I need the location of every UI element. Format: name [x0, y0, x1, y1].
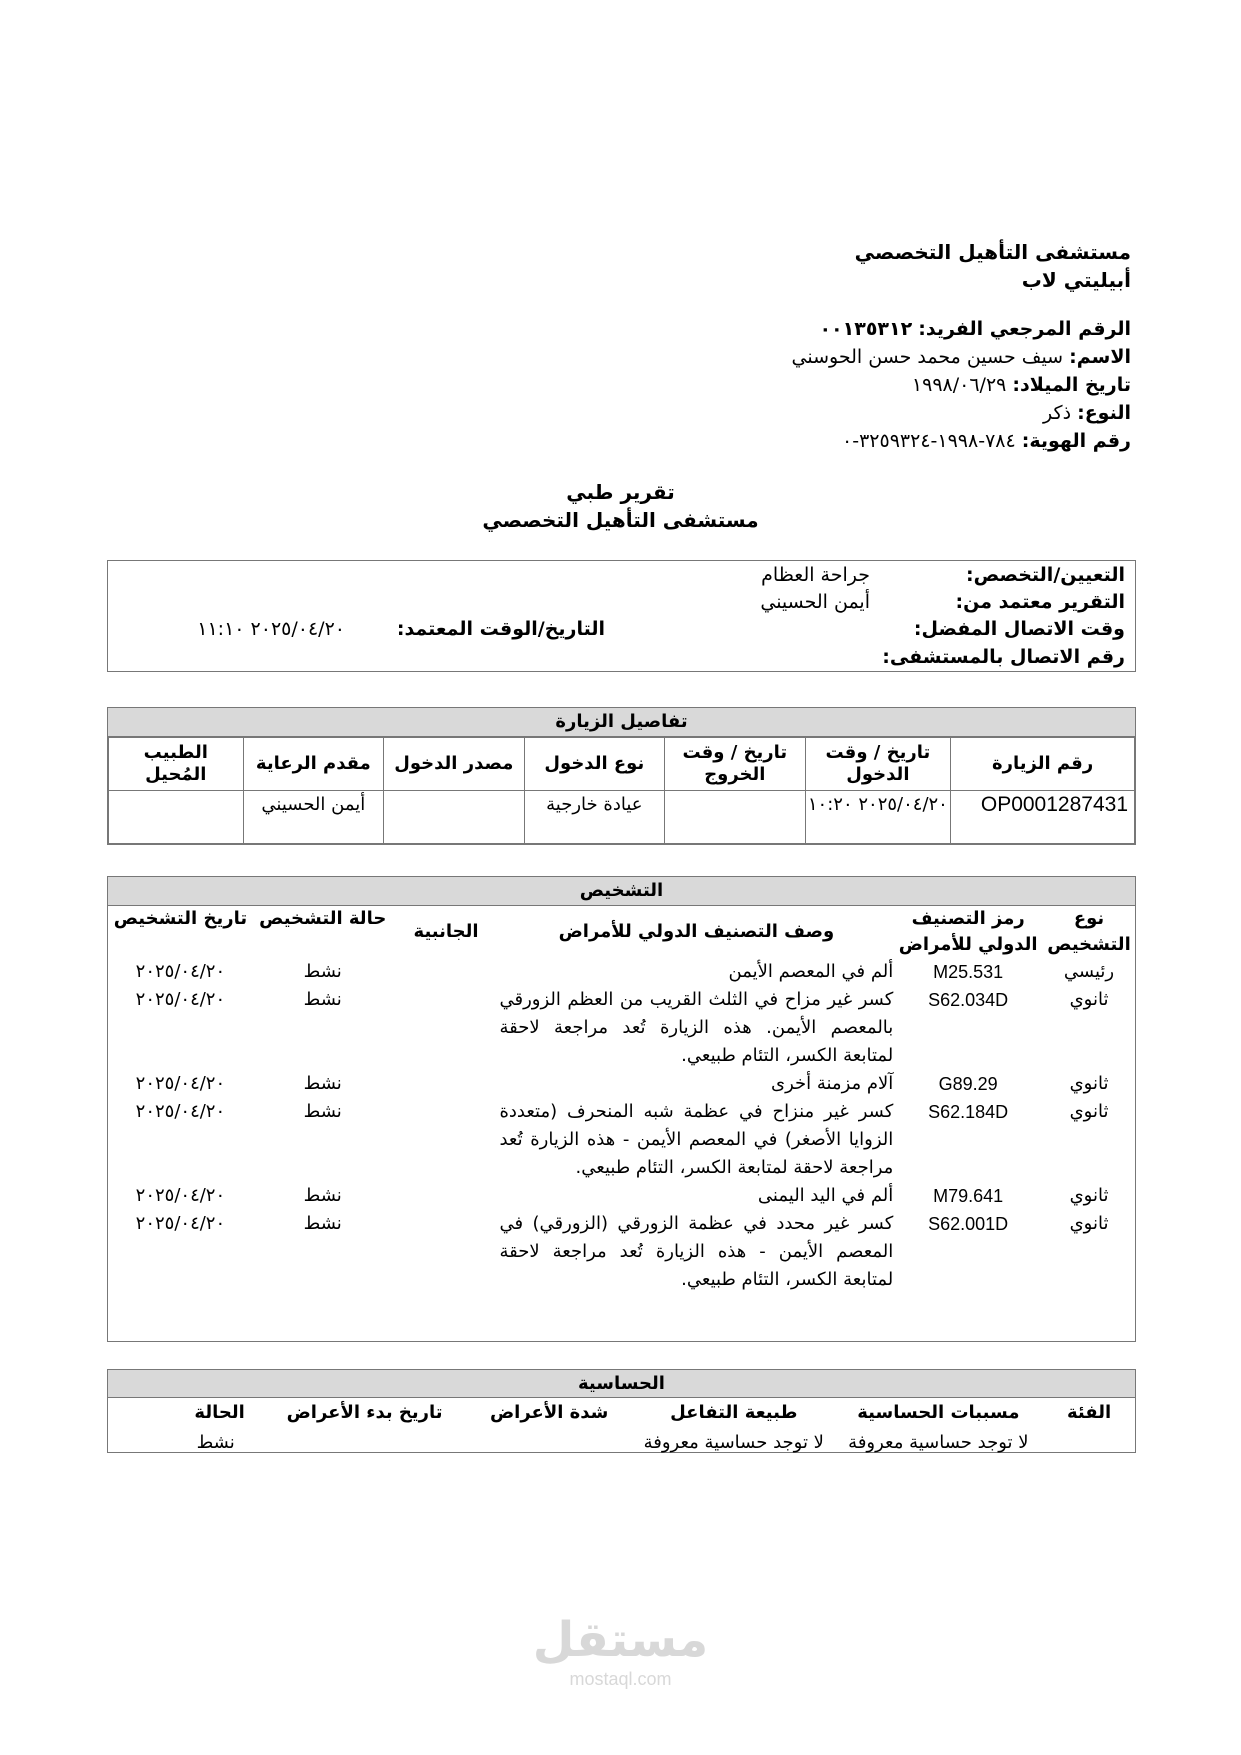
contact-time-row	[120, 615, 1125, 643]
diagnosis-status: نشط	[303, 1185, 342, 1206]
approved-datetime-value: ٢٠٢٥/٠٤/٢٠ ١١:١٠	[197, 618, 345, 640]
gender-value: ذكر	[1043, 402, 1072, 424]
diagnosis-date: ٢٠٢٥/٠٤/٢٠	[135, 1101, 226, 1122]
diagnosis-status: نشط	[303, 1213, 342, 1234]
icd-description: كسر غير مزاح في الثلث القريب من العظم الزورقي بالمعصم الأيمن. هذه الزيارة تُعد مراجعة لاحقة لمتابعة الكسر، التئام طبيعي.	[499, 989, 894, 1066]
category	[1043, 1428, 1135, 1458]
care-provider: أيمن الحسيني	[243, 791, 384, 844]
icd-description: آلام مزمنة أخرى	[770, 1073, 894, 1094]
laterality	[393, 986, 500, 1070]
diagnosis-date: ٢٠٢٥/٠٤/٢٠	[135, 1185, 226, 1206]
approved-by-value: أيمن الحسيني	[760, 591, 870, 613]
table-row	[108, 1428, 1135, 1458]
ref-label: الرقم المرجعي الفريد:	[918, 318, 1131, 340]
icd-code: S62.001D	[928, 1214, 1009, 1234]
hospital-header	[431, 238, 1131, 294]
col-diagnosis-type: نوع التشخيص	[1047, 908, 1131, 955]
admission-type: عيادة خارجية	[524, 791, 665, 844]
icd-code: M25.531	[933, 962, 1004, 982]
report-subtitle: مستشفى التأهيل التخصصي	[482, 508, 759, 532]
col-category: الفئة	[1067, 1402, 1112, 1423]
diagnosis-table	[107, 876, 1136, 1342]
col-laterality: الجانبية	[413, 921, 479, 942]
name-label: الاسم:	[1069, 346, 1131, 368]
allergy-title: الحساسية	[108, 1370, 1135, 1398]
visit-number: OP0001287431	[951, 791, 1135, 844]
diagnosis-title: التشخيص	[108, 877, 1135, 906]
laterality	[393, 1210, 500, 1294]
icd-description: كسر غير منزاح في عظمة شبه المنحرف (متعددة الزوايا الأصغر) في المعصم الأيمن - هذه الزيارة تُعد مراجعة لاحقة لمتابعة الكسر، التئام طبيعي.	[499, 1101, 894, 1178]
hospital-phone-label: رقم الاتصال بالمستشفى:	[882, 646, 1125, 668]
icd-description: ألم في المعصم الأيمن	[728, 961, 894, 982]
admission-datetime: ٢٠٢٥/٠٤/٢٠ ١٠:٢٠	[805, 791, 951, 844]
diagnosis-type: ثانوي	[1069, 1185, 1109, 1206]
col-discharge-datetime: تاريخ / وقت الخروج	[665, 738, 805, 791]
watermark	[0, 1612, 1241, 1690]
col-referring-doctor: الطبيب المُحيل	[109, 738, 244, 791]
watermark-logo: مستقل	[532, 1612, 709, 1668]
icd-description: ألم في اليد اليمنى	[757, 1185, 894, 1206]
reaction-type: لا توجد حساسية معروفة	[643, 1432, 824, 1453]
icd-code: S62.184D	[928, 1102, 1009, 1122]
specialty-label: التعيين/التخصص:	[965, 564, 1125, 586]
id-label: رقم الهوية:	[1021, 430, 1131, 452]
col-visit-number: رقم الزيارة	[951, 738, 1135, 791]
table-row	[108, 1070, 1135, 1098]
visit-details-table	[107, 707, 1136, 845]
diagnosis-status: نشط	[303, 1073, 342, 1094]
table-row	[108, 986, 1135, 1070]
col-care-provider: مقدم الرعاية	[243, 738, 384, 791]
diagnosis-date: ٢٠٢٥/٠٤/٢٠	[135, 1213, 226, 1234]
gender-label: النوع:	[1077, 402, 1131, 424]
diagnosis-type: ثانوي	[1069, 1213, 1109, 1234]
icd-code: S62.034D	[928, 990, 1009, 1010]
col-reaction-type: طبيعة التفاعل	[670, 1402, 798, 1423]
diagnosis-type: ثانوي	[1069, 989, 1109, 1010]
approved-by-row	[120, 588, 1125, 616]
diagnosis-type: ثانوي	[1069, 1101, 1109, 1122]
laterality	[393, 1182, 500, 1210]
col-allergens: مسببات الحساسية	[857, 1402, 1020, 1423]
contact-time-label: وقت الاتصال المفضل:	[913, 618, 1125, 640]
approved-datetime-label: التاريخ/الوقت المعتمد:	[396, 618, 605, 640]
visit-header-row	[109, 738, 1135, 791]
laterality	[393, 958, 500, 986]
diagnosis-date: ٢٠٢٥/٠٤/٢٠	[135, 1073, 226, 1094]
table-row	[108, 1182, 1135, 1210]
referring-doctor	[109, 791, 244, 844]
allergy-grid	[108, 1398, 1135, 1458]
allergy-table	[107, 1369, 1136, 1453]
name-value: سيف حسين محمد حسن الحوسني	[791, 346, 1064, 368]
col-status: الحالة	[194, 1402, 245, 1423]
specialty-value: جراحة العظام	[761, 564, 870, 586]
icd-code: M79.641	[933, 1186, 1004, 1206]
ref-value: ٠٠١٣٥٣١٢	[819, 318, 913, 340]
laterality	[393, 1098, 500, 1182]
diagnosis-date: ٢٠٢٥/٠٤/٢٠	[135, 961, 226, 982]
diagnosis-status: نشط	[303, 961, 342, 982]
discharge-datetime	[665, 791, 805, 844]
icd-code: G89.29	[938, 1074, 998, 1094]
id-value: ٧٨٤-١٩٩٨-٣٢٥٩٣٢٤-٠	[842, 430, 1016, 452]
patient-gender-row	[431, 399, 1131, 427]
onset-date	[265, 1428, 465, 1458]
hospital-phone-row	[120, 643, 1125, 671]
col-admission-datetime: تاريخ / وقت الدخول	[805, 738, 951, 791]
diagnosis-header-row	[108, 906, 1135, 958]
report-title-block	[0, 478, 1241, 534]
visit-details-title: تفاصيل الزيارة	[108, 708, 1135, 737]
col-diagnosis-date: تاريخ التشخيص	[113, 908, 248, 929]
diagnosis-grid	[108, 906, 1135, 1294]
patient-name-row	[431, 343, 1131, 371]
laterality	[393, 1070, 500, 1098]
admission-source	[384, 791, 525, 844]
col-severity: شدة الأعراض	[489, 1402, 609, 1423]
col-icd-description: وصف التصنيف الدولي للأمراض	[558, 921, 835, 942]
patient-details	[431, 315, 1131, 455]
report-title: تقرير طبي	[566, 480, 675, 504]
col-admission-type: نوع الدخول	[524, 738, 665, 791]
severity	[464, 1428, 634, 1458]
table-row	[109, 791, 1135, 844]
watermark-url: mostaql.com	[569, 1669, 672, 1689]
table-row	[108, 1210, 1135, 1294]
col-onset-date: تاريخ بدء الأعراض	[286, 1402, 443, 1423]
diagnosis-status: نشط	[303, 989, 342, 1010]
dob-value: ١٩٩٨/٠٦/٢٩	[911, 374, 1007, 396]
lab-name: أبيليتي لاب	[1021, 268, 1131, 292]
patient-id-row	[431, 427, 1131, 455]
icd-description: كسر غير محدد في عظمة الزورقي (الزورقي) في المعصم الأيمن - هذه الزيارة تُعد مراجعة لاحقة لمتابعة الكسر، التئام طبيعي.	[499, 1213, 894, 1290]
specialty-row	[120, 561, 1125, 589]
report-info-box	[107, 560, 1136, 672]
col-icd-code: رمز التصنيف الدولي للأمراض	[898, 908, 1038, 955]
col-diagnosis-status: حالة التشخيص	[259, 908, 387, 929]
diagnosis-status: نشط	[303, 1101, 342, 1122]
visit-table	[108, 737, 1135, 844]
patient-dob-row	[431, 371, 1131, 399]
dob-label: تاريخ الميلاد:	[1012, 374, 1131, 396]
patient-ref-row	[431, 315, 1131, 343]
hospital-name: مستشفى التأهيل التخصصي	[854, 240, 1131, 264]
table-row	[108, 958, 1135, 986]
diagnosis-date: ٢٠٢٥/٠٤/٢٠	[135, 989, 226, 1010]
allergy-header-row	[108, 1398, 1135, 1428]
allergens: لا توجد حساسية معروفة	[848, 1432, 1029, 1453]
allergy-status: نشط	[196, 1432, 235, 1453]
col-admission-source: مصدر الدخول	[384, 738, 525, 791]
diagnosis-type: رئيسي	[1063, 961, 1115, 982]
diagnosis-type: ثانوي	[1069, 1073, 1109, 1094]
table-row	[108, 1098, 1135, 1182]
approved-by-label: التقرير معتمد من:	[955, 591, 1125, 613]
